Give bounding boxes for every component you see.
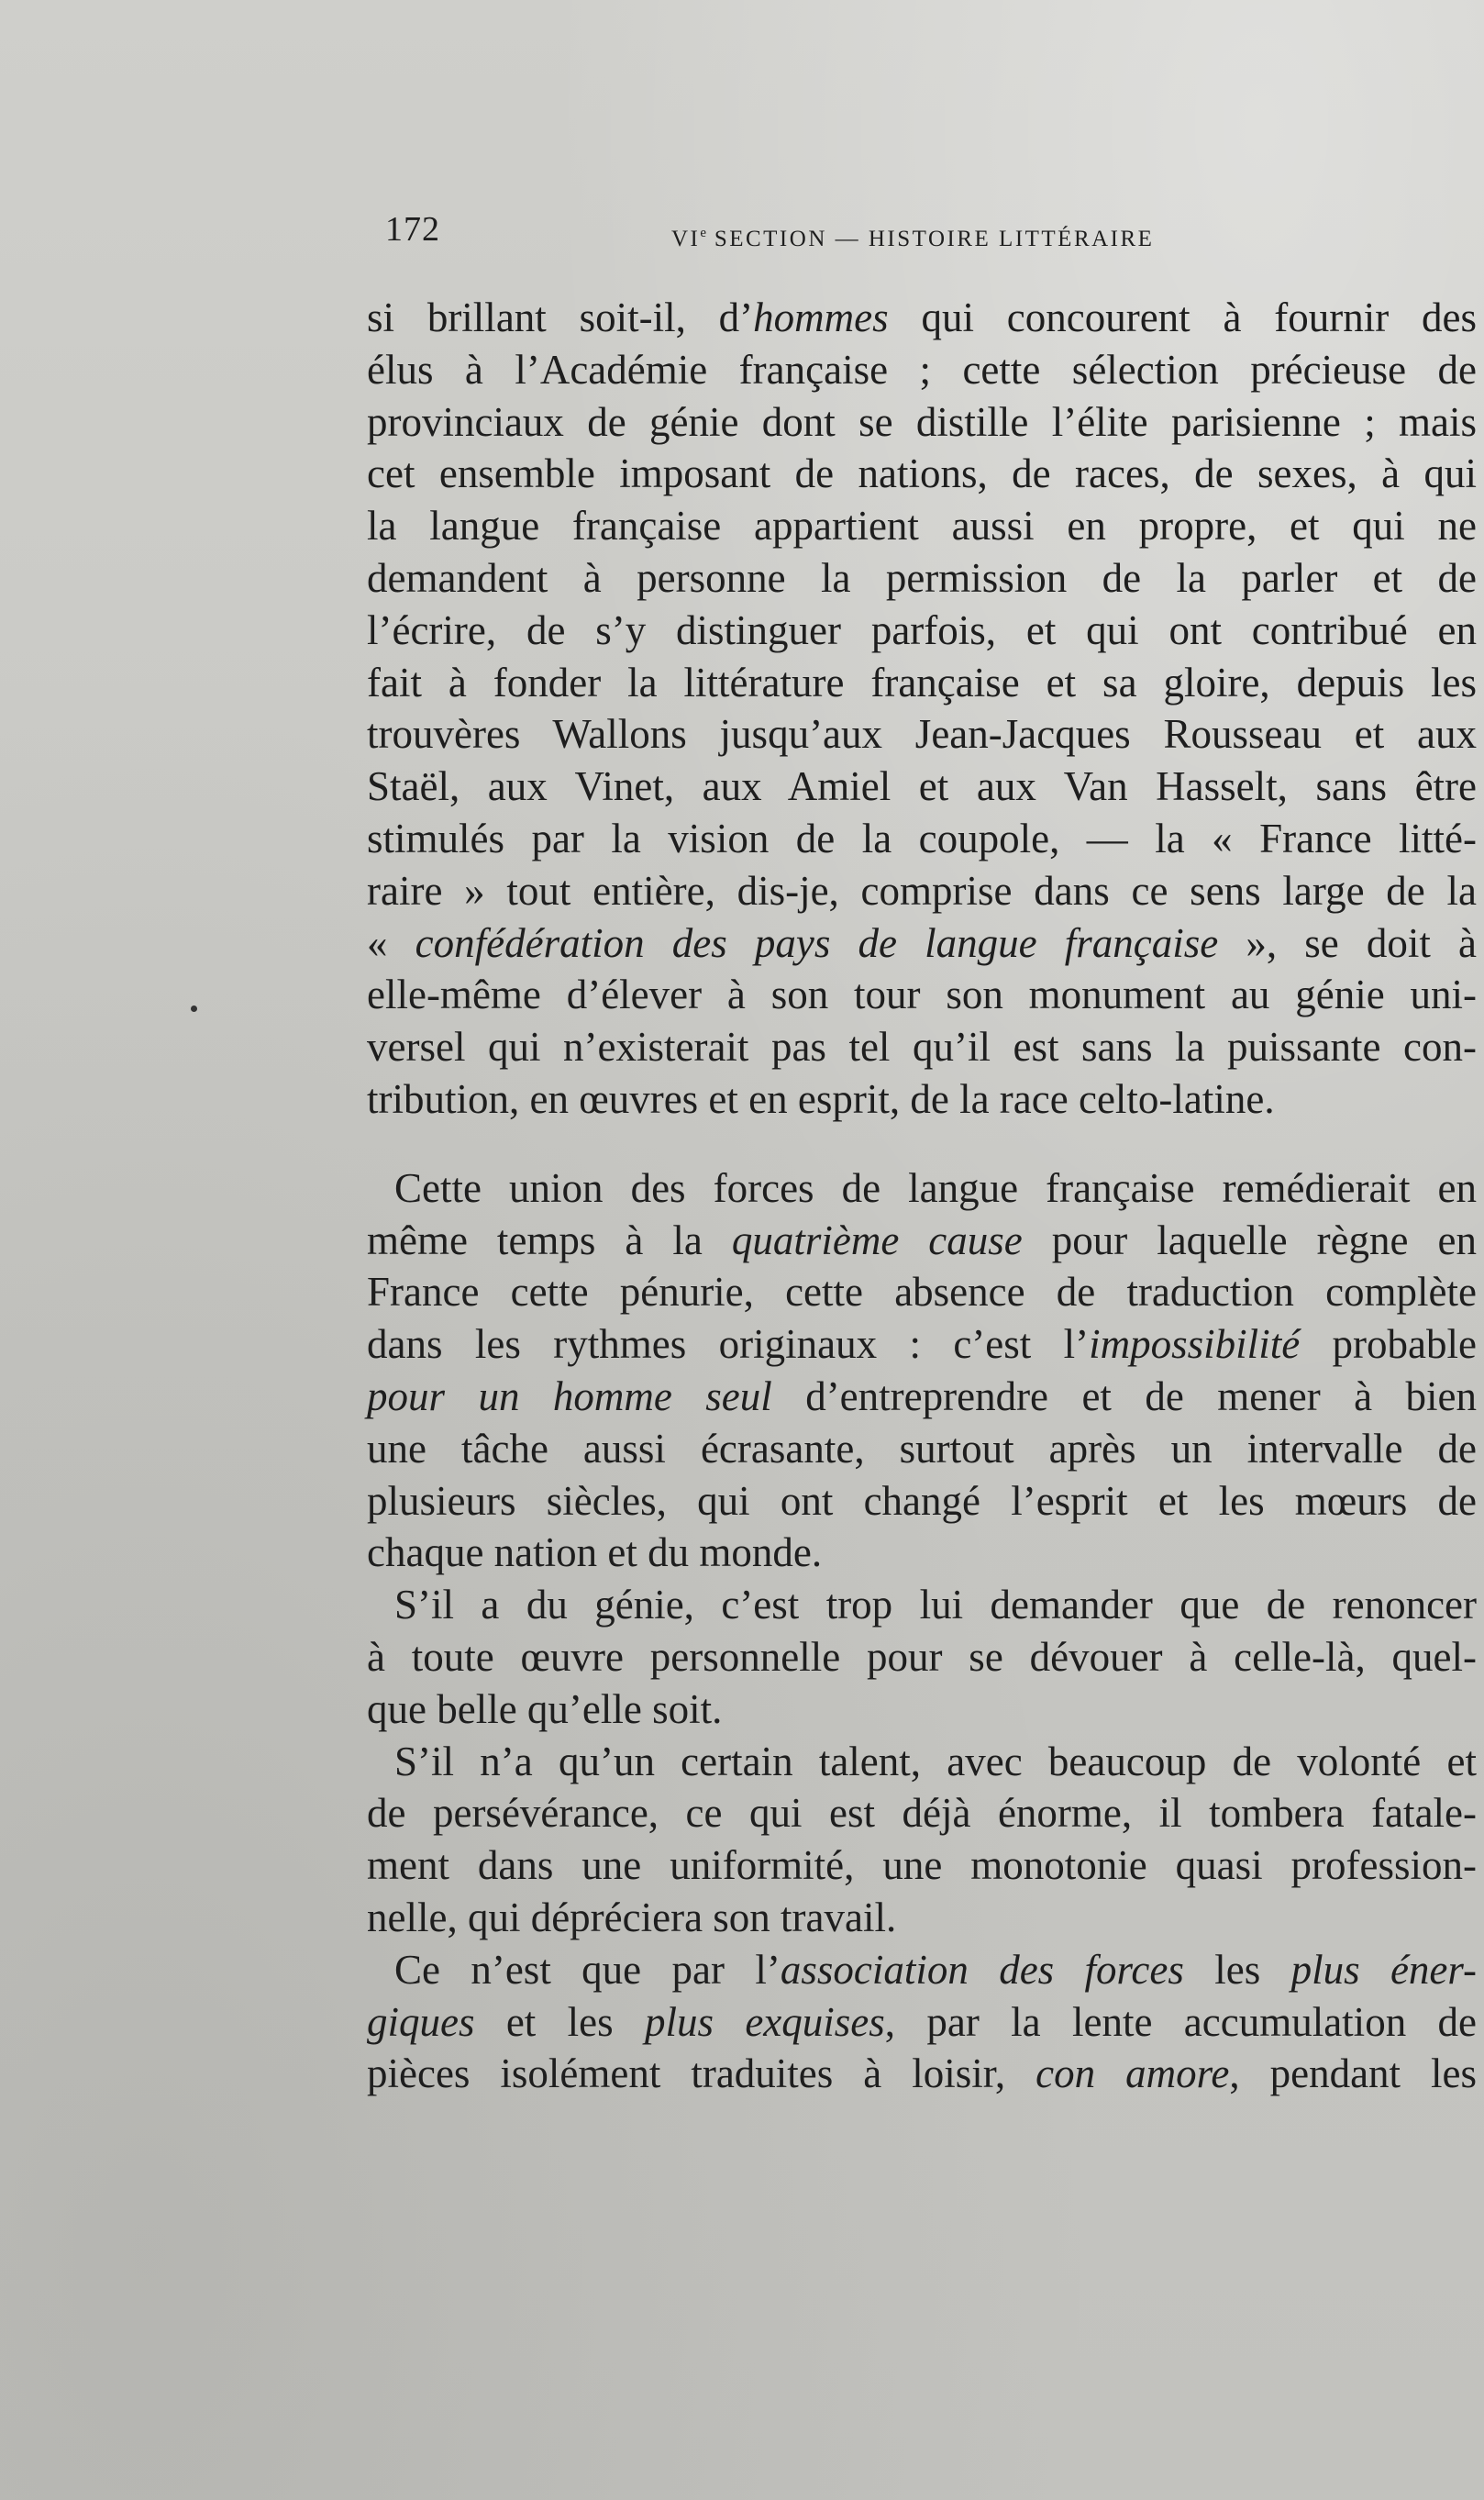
text-line	[367, 1527, 1477, 1579]
page-header	[385, 209, 1211, 264]
italic-run: plus exquises	[644, 1998, 885, 2045]
ink-speck	[191, 1006, 197, 1012]
text-run: ment dans une uniformité, une monotonie quasi profession-	[367, 1842, 1477, 1889]
text-line	[367, 396, 1477, 449]
section-numeral: VI	[671, 227, 701, 251]
text-line	[367, 1162, 1477, 1215]
text-run: nelle, qui dépréciera son travail.	[367, 1894, 897, 1940]
text-line	[367, 1215, 1477, 1267]
text-run: probable	[1300, 1321, 1477, 1368]
text-run: d’entreprendre et de mener à bien	[771, 1372, 1478, 1419]
italic-run: giques	[367, 1998, 475, 2045]
paragraph	[367, 292, 1477, 1126]
paragraph	[367, 1579, 1477, 1735]
text-line	[367, 1736, 1477, 1788]
text-run: stimulés par la vision de la coupole, — la « France litté-	[367, 815, 1477, 861]
italic-run: association des forces	[780, 1946, 1184, 1993]
text-line	[367, 1996, 1477, 2049]
text-run: et les	[474, 1998, 645, 2045]
text-run: «	[367, 919, 415, 966]
paragraph	[367, 1944, 1477, 2100]
text-run: cet ensemble imposant de nations, de races, de sexes, à qui	[367, 450, 1477, 497]
text-line	[367, 1371, 1477, 1423]
text-run: , par la lente accumulation de	[884, 1998, 1478, 2045]
paragraph	[367, 1736, 1477, 1944]
text-run: S’il a du génie, c’est trop lui demander que de renoncer	[394, 1582, 1477, 1628]
paragraph	[367, 1162, 1477, 1579]
text-line	[367, 657, 1477, 709]
text-line	[367, 917, 1477, 970]
text-line	[367, 448, 1477, 500]
text-line	[367, 1683, 1477, 1736]
text-run: l’écrire, de s’y distinguer parfois, et qui ont contribué en	[367, 606, 1477, 653]
text-line	[367, 500, 1477, 552]
text-run: dans les rythmes originaux : c’est l’	[367, 1321, 1090, 1368]
section-numeral-suffix: e	[700, 226, 707, 240]
text-line	[367, 605, 1477, 657]
text-line	[367, 1073, 1477, 1126]
text-run: les	[1183, 1946, 1291, 1993]
text-run: chaque nation et du monde.	[367, 1529, 823, 1576]
text-run: Ce n’est que par l’	[394, 1946, 781, 1993]
text-run: plusieurs siècles, qui ont changé l’esprit et les mœurs de	[367, 1477, 1477, 1524]
text-line	[367, 1579, 1477, 1631]
text-run: trouvères Wallons jusqu’aux Jean-Jacques Rousseau et aux	[367, 711, 1477, 758]
text-line	[367, 1318, 1477, 1371]
italic-run: hommes	[753, 294, 889, 340]
text-run: à toute œuvre personnelle pour se dévouer à celle-là, quel-	[367, 1633, 1477, 1680]
text-line	[367, 1944, 1477, 1996]
text-line	[367, 1892, 1477, 1944]
section-title: SECTION — HISTOIRE LITTÉRAIRE	[706, 227, 1155, 251]
text-line	[367, 1423, 1477, 1475]
text-run: si brillant soit-il, d’	[367, 294, 754, 340]
text-run: provinciaux de génie dont se distille l’élite parisienne ; mais	[367, 398, 1477, 445]
text-line	[367, 344, 1477, 396]
body-text	[367, 292, 1477, 2100]
paragraph-gap	[367, 1126, 1477, 1162]
text-line	[367, 2048, 1477, 2100]
text-run: versel qui n’existerait pas tel qu’il est sans la puissante con-	[367, 1024, 1477, 1071]
text-line	[367, 761, 1477, 813]
text-line	[367, 1787, 1477, 1839]
text-line	[367, 1021, 1477, 1073]
text-run: que belle qu’elle soit.	[367, 1685, 723, 1732]
text-line	[367, 708, 1477, 761]
text-run: demandent à personne la permission de la parler et de	[367, 554, 1477, 601]
text-run: France cette pénurie, cette absence de traduction complète	[367, 1269, 1477, 1316]
text-run: elle-même d’élever à son tour son monument au génie uni-	[367, 972, 1477, 1018]
text-line	[367, 1631, 1477, 1683]
text-run: S’il n’a qu’un certain talent, avec beaucoup de volonté et	[394, 1738, 1477, 1784]
text-run: une tâche aussi écrasante, surtout après un intervalle de	[367, 1425, 1477, 1472]
italic-run: impossibilité	[1089, 1321, 1301, 1368]
text-line	[367, 1839, 1477, 1892]
text-run: », se doit à	[1218, 919, 1478, 966]
text-line	[367, 969, 1477, 1021]
running-head	[671, 226, 1154, 252]
text-run: , pendant les	[1229, 2050, 1478, 2097]
text-line	[367, 292, 1477, 344]
text-line	[367, 1266, 1477, 1318]
text-run: tribution, en œuvres et en esprit, de la race celto-latine.	[367, 1075, 1275, 1122]
text-run: la langue française appartient aussi en propre, et qui ne	[367, 503, 1477, 550]
text-line	[367, 1475, 1477, 1528]
italic-run: pour un homme seul	[367, 1372, 772, 1419]
italic-run: confédération des pays de langue française	[415, 919, 1219, 966]
text-line	[367, 552, 1477, 605]
text-run: élus à l’Académie française ; cette sélection précieuse de	[367, 346, 1477, 393]
text-run: même temps à la	[367, 1217, 732, 1263]
text-run: qui concourent à fournir des	[888, 294, 1478, 340]
italic-run: con amore	[1035, 2050, 1230, 2097]
page-number: 172	[385, 210, 440, 249]
text-run: pièces isolément traduites à loisir,	[367, 2050, 1036, 2097]
text-run: Staël, aux Vinet, aux Amiel et aux Van Hasselt, sans être	[367, 763, 1477, 810]
text-run: de persévérance, ce qui est déjà énorme, il tombera fatale-	[367, 1790, 1477, 1837]
italic-run: quatrième cause	[731, 1217, 1023, 1263]
text-line	[367, 813, 1477, 865]
text-run: fait à fonder la littérature française et sa gloire, depuis les	[367, 659, 1477, 706]
text-run: pour laquelle règne en	[1022, 1217, 1477, 1263]
text-line	[367, 865, 1477, 917]
text-run: raire » tout entière, dis-je, comprise dans ce sens large de la	[367, 867, 1477, 914]
italic-run: plus éner-	[1290, 1946, 1477, 1993]
text-run: Cette union des forces de langue française remédierait en	[394, 1164, 1477, 1211]
